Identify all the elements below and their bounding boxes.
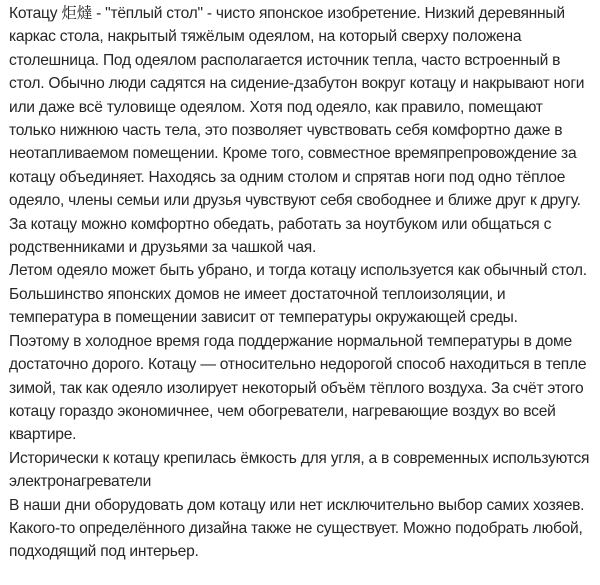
paragraph-economy: Поэтому в холодное время года поддержание нормальной температуры в доме достаточно дорого. Котацу — относительно недорогой способ находиться в тепле зимой, так как одеяло изолирует некоторый объём тёплого воздуха. За счёт этого котацу гораздо экономичнее, чем обогреватели, нагревающие воздух во всей квартире. — [9, 332, 587, 444]
paragraph-summer: Летом одеяло может быть убрано, и тогда котацу используется как обычный стол. — [9, 262, 587, 280]
paragraph-uses: За котацу можно комфортно обедать, работать за ноутбуком или общаться с родственниками и друзьями за чашкой чая. — [9, 215, 552, 257]
paragraph-design: В наши дни оборудовать дом котацу или нет исключительно выбор самих хозяев. Какого-то определённого дизайна также не существует. Можно подобрать любой, подходящий под интерьер. — [9, 496, 585, 561]
paragraph-insulation: Большинство японских домов не имеет достаточной теплоизоляции, и температура в помещении зависит от температуры окружающей среды. — [9, 285, 518, 327]
paragraph-kotatsu-intro: Котацу 炬燵 - "тёплый стол" - чисто японское изобретение. Низкий деревянный каркас стола, накрытый тяжёлым одеялом, на который сверху положена столешница. Под одеялом располагается источник тепла, часто встроенный в стол. Обычно люди садятся на сидение-дзабутон вокруг котацу и накрывают ноги или даже всё туловище одеялом. Хотя под одеяло, как правило, помещают только нижнюю часть тела, это позволяет чувствовать себя комфортно даже в неотапливаемом помещении. Кроме того, совместное времяпрепровождение за котацу объединяет. Находясь за одним столом и спрятав ноги под одно тёплое одеяло, члены семьи или друзья чувствуют себя свободнее и ближе друг к другу. — [9, 5, 585, 210]
paragraph-history: Исторически к котацу крепилась ёмкость для угля, а в современных используются электронагреватели — [9, 449, 590, 491]
